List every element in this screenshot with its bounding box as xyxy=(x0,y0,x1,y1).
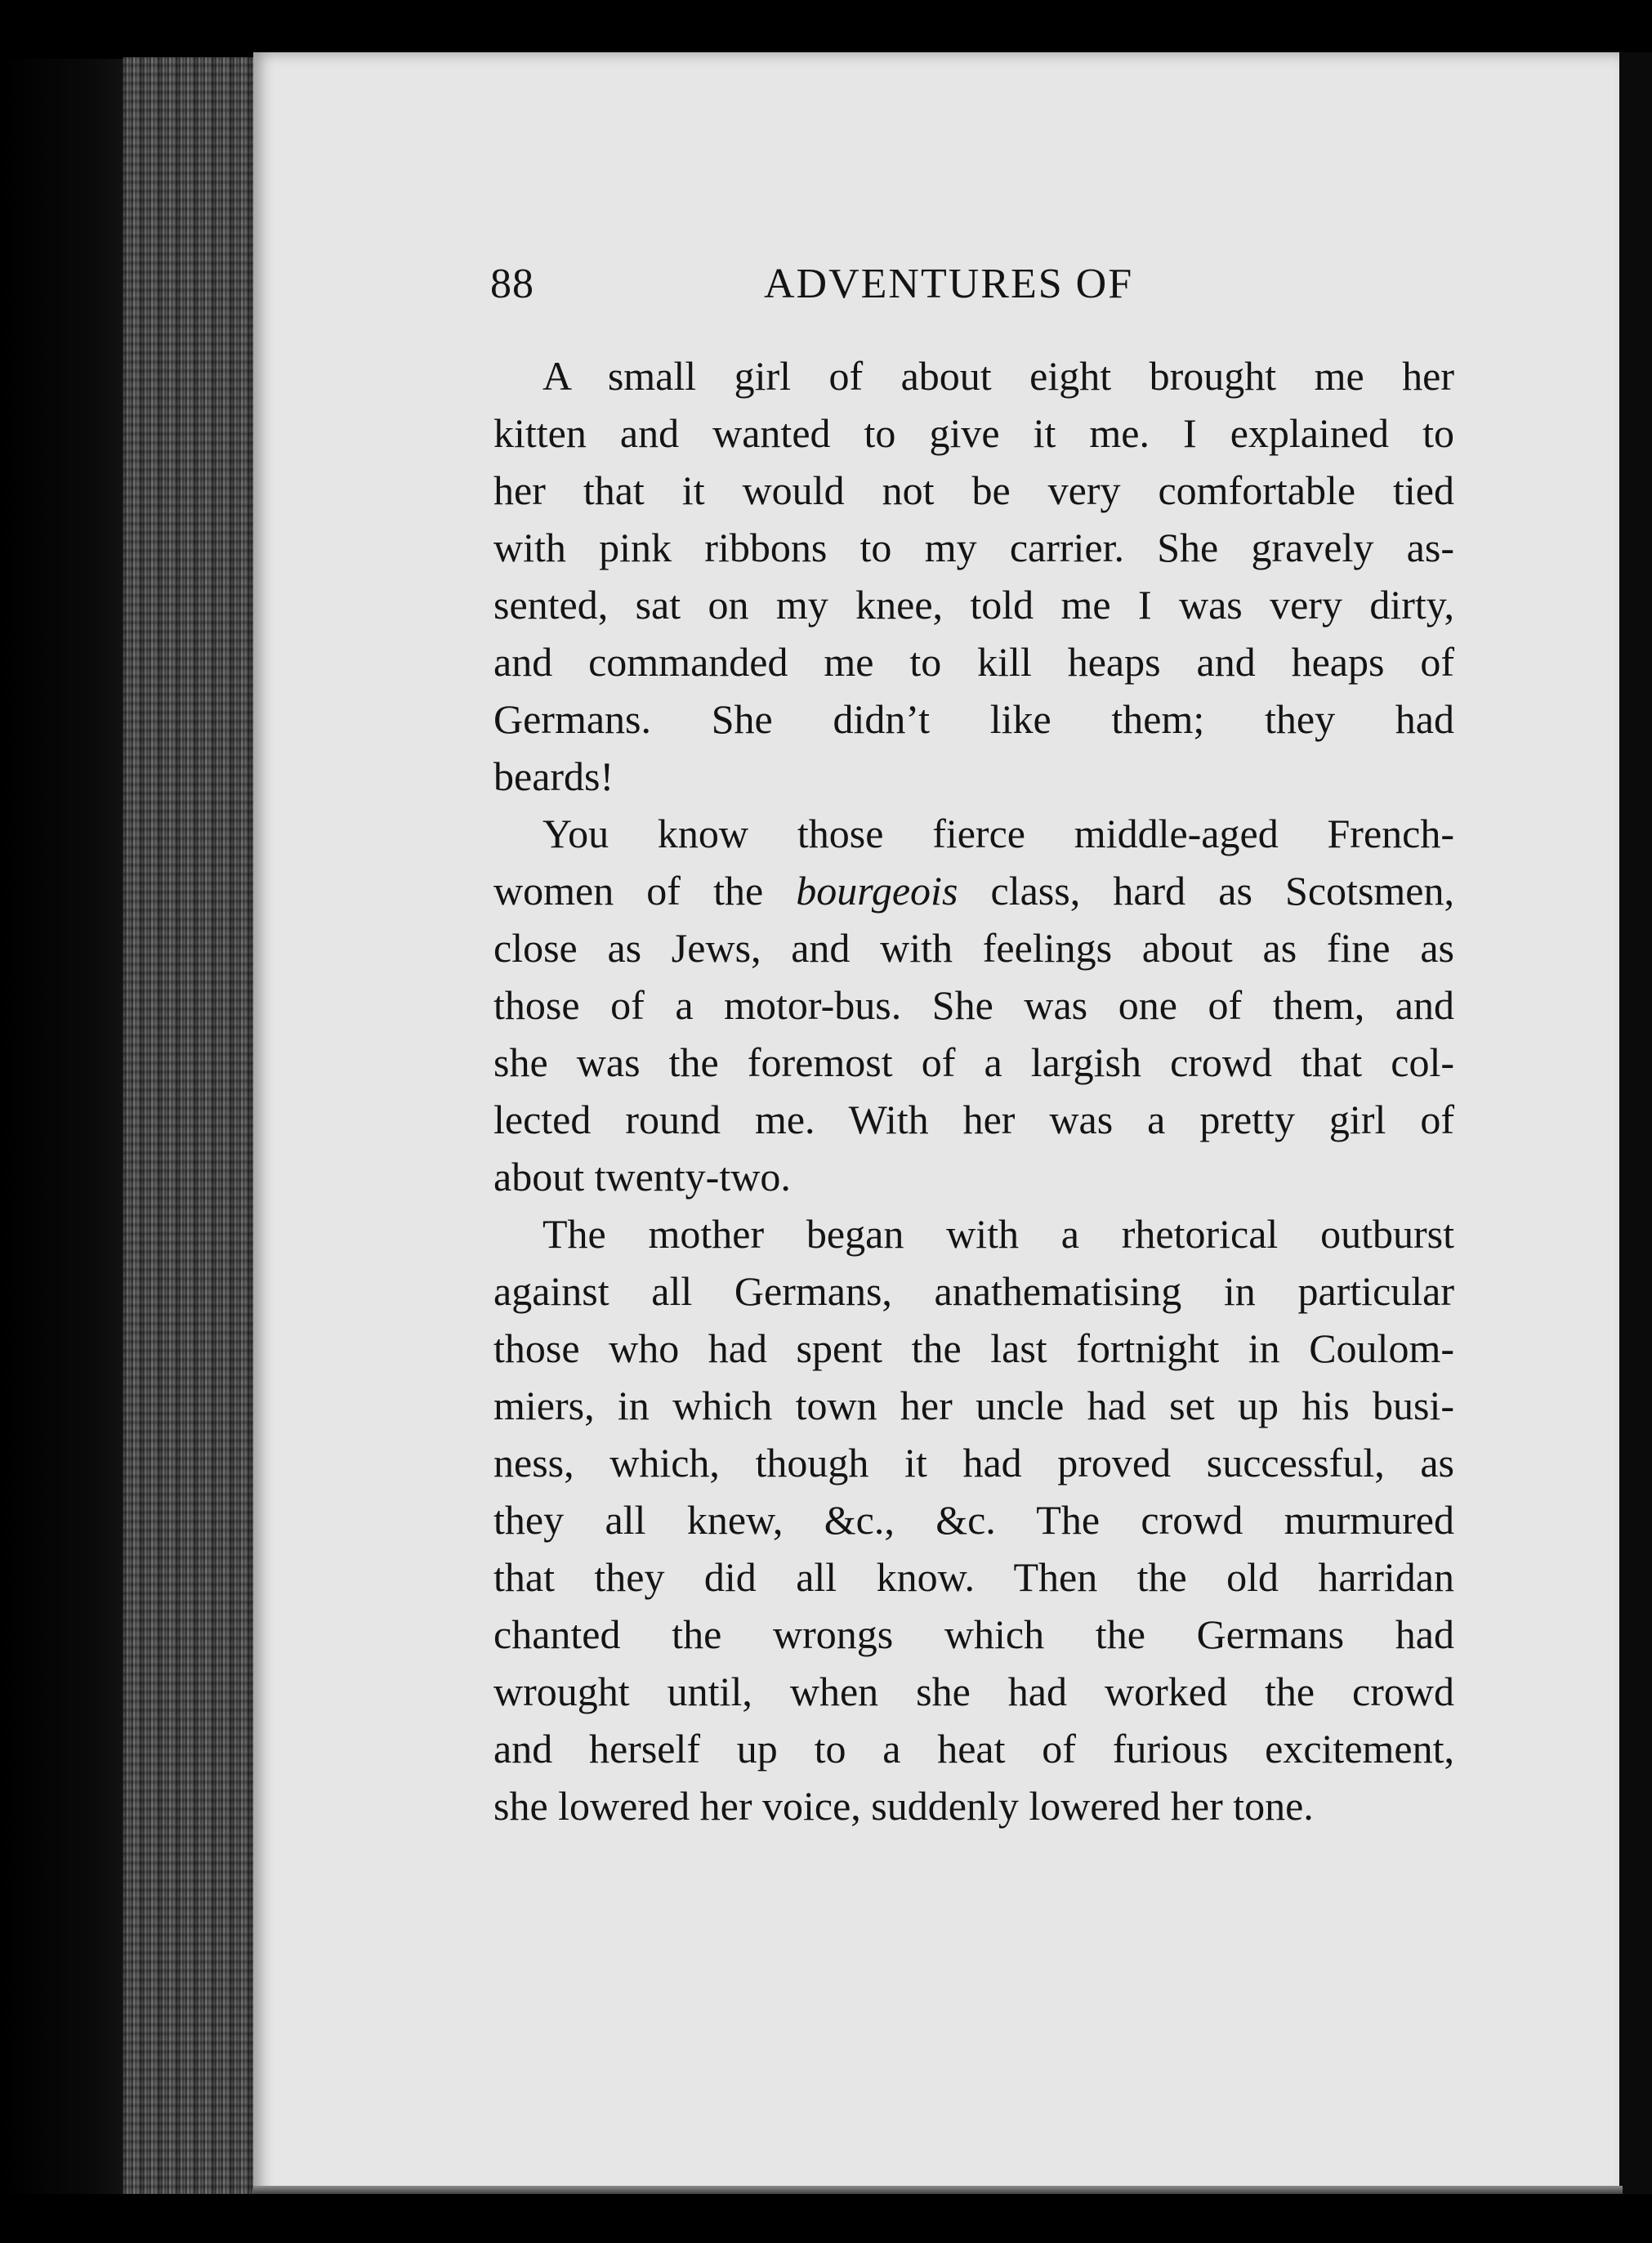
text-line: Germans. She didn’t like them; they had xyxy=(493,696,1454,742)
text-line xyxy=(493,862,1454,919)
text-line: that they did all know. Then the old harridan xyxy=(493,1554,1454,1600)
page-number: 88 xyxy=(490,261,534,307)
text-line: sented, sat on my knee, told me I was very dirty, xyxy=(493,582,1454,628)
text-line: lected round me. With her was a pretty girl of xyxy=(493,1097,1454,1142)
text-line: those of a motor-bus. She was one of them, and xyxy=(493,982,1454,1028)
text-line: she was the foremost of a largish crowd that col- xyxy=(493,1039,1454,1085)
scan-background-left xyxy=(0,0,131,2243)
text-line: chanted the wrongs which the Germans had xyxy=(493,1611,1454,1657)
scan-background-right xyxy=(1619,52,1652,2209)
text-line: wrought until, when she had worked the crowd xyxy=(493,1669,1454,1714)
body-text xyxy=(493,347,1454,1834)
text-line: against all Germans, anathematising in particular xyxy=(493,1268,1454,1314)
text-line: about twenty-two. xyxy=(493,1154,791,1200)
scan-background-bottom xyxy=(0,2194,1652,2243)
text-line: with pink ribbons to my carrier. She gravely as- xyxy=(493,525,1454,570)
text-segment: women of the xyxy=(493,868,797,914)
text-line: ness, which, though it had proved successful, as xyxy=(493,1440,1454,1486)
text-line: close as Jews, and with feelings about as fine as xyxy=(493,925,1454,971)
text-line: and herself up to a heat of furious excitement, xyxy=(493,1726,1454,1772)
text-line: You know those fierce middle-aged French- xyxy=(542,811,1454,856)
text-line: she lowered her voice, suddenly lowered her tone. xyxy=(493,1783,1314,1829)
scan-background-top xyxy=(0,0,1652,59)
paragraph-3 xyxy=(493,1205,1454,1834)
paragraph-1 xyxy=(493,347,1454,805)
text-line: those who had spent the last fortnight in Coulom- xyxy=(493,1325,1454,1371)
text-segment: class, hard as Scotsmen, xyxy=(958,868,1454,914)
text-line: her that it would not be very comfortable tied xyxy=(493,467,1454,513)
text-line: The mother began with a rhetorical outburst xyxy=(542,1211,1454,1257)
running-title: ADVENTURES OF xyxy=(764,261,1134,307)
text-line: A small girl of about eight brought me her xyxy=(542,353,1454,399)
text-line: beards! xyxy=(493,753,614,799)
italic-word: bourgeois xyxy=(796,868,958,914)
text-line: miers, in which town her uncle had set up his busi- xyxy=(493,1383,1454,1428)
text-line: kitten and wanted to give it me. I explained to xyxy=(493,410,1454,456)
text-line: and commanded me to kill heaps and heaps of xyxy=(493,639,1454,685)
text-line: they all knew, &c., &c. The crowd murmured xyxy=(493,1497,1454,1543)
running-head xyxy=(490,260,1454,325)
paragraph-2 xyxy=(493,805,1454,1205)
book-page-edges xyxy=(123,57,261,2198)
